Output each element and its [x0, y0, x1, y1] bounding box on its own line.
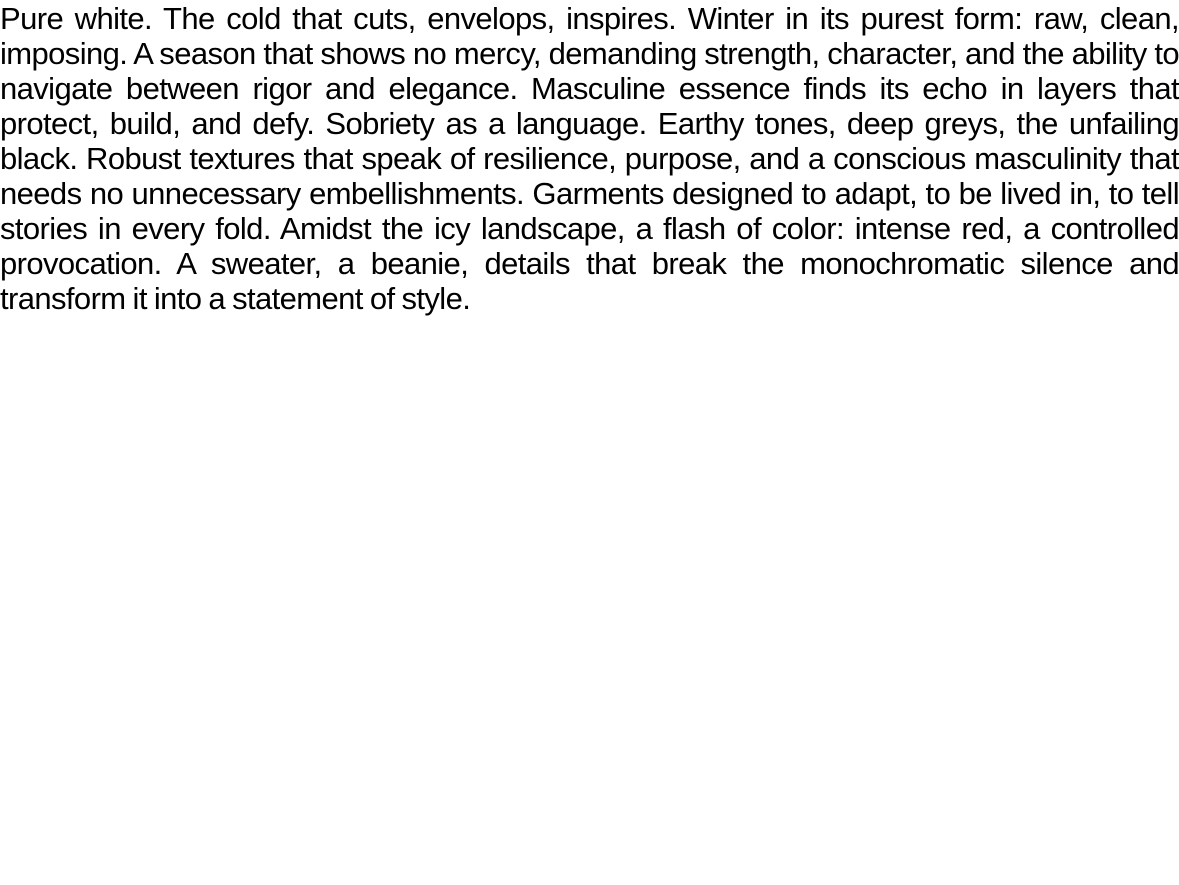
- article-paragraph: Pure white. The cold that cuts, envelops, inspires. Winter in its purest form: raw, clean, imposing. A season that shows no mercy, demanding strength, character, and the ability to navigate between rigor and elegance. Masculine essence finds its echo in layers that protect, build, and defy. Sobriety as a language. Earthy tones, deep greys, the unfailing black. Robust textures that speak of resilience, purpose, and a conscious masculinity that needs no unnecessary embellishments. Garments designed to adapt, to be lived in, to tell stories in every fold. Amidst the icy landscape, a flash of color: intense red, a controlled provocation. A sweater, a beanie, details that break the monochromatic silence and transform it into a statement of style.: [0, 1, 1179, 316]
